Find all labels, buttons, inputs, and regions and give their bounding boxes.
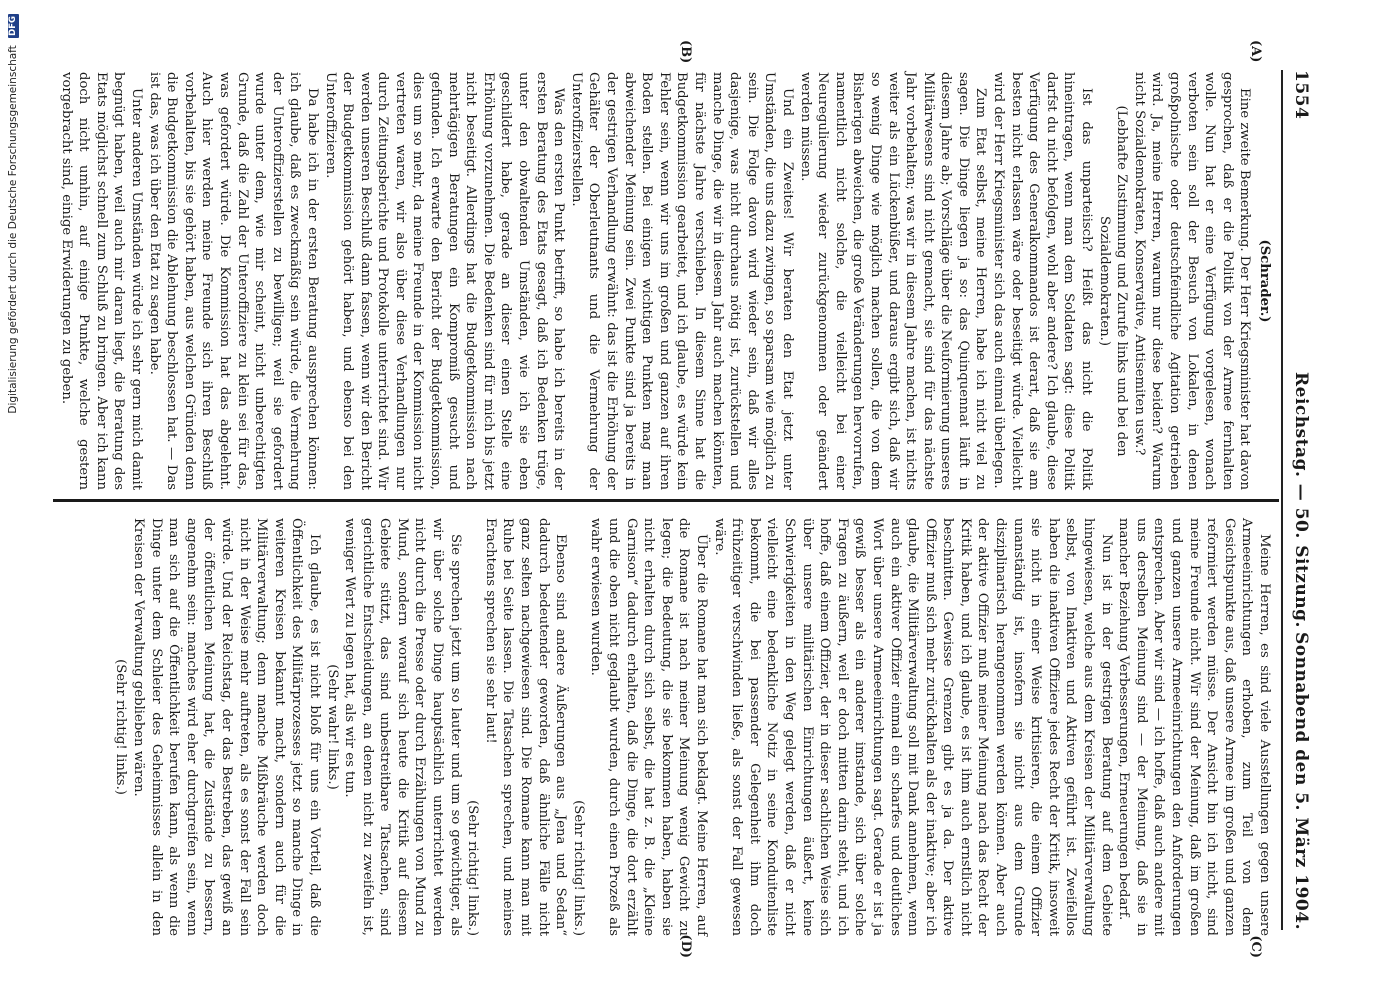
left-column: [57, 72, 1273, 490]
margin-marker-b: (B): [678, 40, 693, 64]
paragraph: Sie sprechen jetzt um so lauter und um so gewichtiger, als wir über solche Dinge hauptsächlich unterrichtet werden nicht durch die Presse oder durch Erzählungen von Mund zu Mund, sondern worauf sich heute die Kritik auf diesem Gebiete stützt, das sind unbestreitbare Tatsachen, sind gerichtliche Entscheidungen, an denen nicht zu zweifeln ist, weniger Wert zu legen hat, als wir es tun.: [342, 518, 463, 936]
paragraph: Da habe ich in der ersten Beratung aussprechen können: ich glaube, daß es zweckmäßig sein würde, die Vermehrung der Unteroffizierstellen zu bewilligen; weil sie gefordert wurde unter dem, wie mir scheint, nicht unberechtigten Grunde, daß die Zahl der Unteroffiziere zu klein sei für das, was gefordert würde. Die Kommission hat das abgelehnt. Auch hier werden meine Freunde sich ihren Beschluß vorbehalten, bis sie gehört haben, aus welchen Gründen denn die Budgetkommission die Ablehnung beschlossen hat. — Das ist das, was ich über den Etat zu sagen habe.: [146, 72, 320, 490]
paragraph: Ebenso sind andere Äußerungen aus „Jena und Sedan“ dadurch bedeutender geworden, daß ähnliche Fälle nicht ganz selten nachgewiesen sind. Die Romane kann man mit Ruhe bei Seite lassen. Die Tatsachen sprechen, und meines Erachtens sprechen sie sehr laut!: [482, 518, 569, 936]
interjection: (Sehr richtig! links.): [465, 800, 481, 936]
column-divider: [53, 499, 1279, 502]
dfg-logo: DFG: [7, 16, 18, 36]
page-header: [1285, 70, 1315, 930]
digitization-credit: [0, 0, 22, 1000]
paragraph: Nun ist in der gestrigen Beratung auf dem Gebiete hingewiesen, welche aus dem Kreisen der Militärverwaltung selbst, von Inaktiven und Aktiven geführt ist. Zweifellos haben die inaktiven Offiziere jedes Recht der Kritik, insoweit sie nicht in einer Weise kritisieren, die einem Offizier unanständig ist, insofern sie nicht aus dem Grunde disziplinarisch herangenommen werden können. Aber auch der aktive Offizier muß meiner Meinung nach das Recht der Kritik haben, und ich glaube, es ist ihm auch ernstlich nicht beschnitten. Gewisse Grenzen gibt es ja da. Der aktive Offizier muß sich mehr zurückhalten als der inaktive; aber ich glaube, die Militärverwaltung soll mit Dank annehmen, wenn auch ein aktiver Offizier einmal ein scharfes und deutliches Wort über unsere Armeeeinrichtungen sagt. Gerade er ist ja gewiß besser als ein anderer imstande, sich über solche Fragen zu äußern, weil er doch mitten darin steht, und ich hoffe, daß einem Offizier, der in dieser sachlichen Weise sich über unsere militärischen Einrichtungen äußert, keine Schwierigkeiten in den Weg gelegt werden, daß er nicht vielleicht eine bedenkliche Notiz in seine Konduitenliste bekommt, die bei passender Gelegenheit ihm doch frühzeitiger verschwinden ließe, als sonst der Fall gewesen wäre.: [711, 518, 1114, 936]
paragraph: Eine zweite Bemerkung. Der Herr Kriegsminister hat davon gesprochen, daß er die Politik von der Armee fernhalten wolle. Nun hat er eine Verfügung vorgelesen, wonach verboten sein soll der Besuch von Lokalen, in denen großpolnische oder deutschfeindliche Agitation getrieben wird. Ja, meine Herren, warum nur diese beiden? Warum nicht Sozialdemokraten, Konservative, Antisemiten usw.?: [1131, 72, 1253, 490]
page-number: 1554: [1291, 70, 1311, 120]
credit-text: Digitalisierung gefördert durch die Deutsche Forschungsgemeinschaft: [7, 45, 19, 414]
interjection: (Sehr wahr! links.): [324, 664, 340, 790]
page-date: Sonnabend den 5. März 1904.: [1291, 632, 1311, 930]
page-title: Reichstag. — 50. Sitzung.: [1291, 372, 1311, 628]
header-rule: [1281, 70, 1283, 930]
interjection: (Sehr richtig! links.): [113, 659, 129, 795]
paragraph: Was den ersten Punkt betrifft, so habe ich bereits in der ersten Beratung des Etats gesagt, daß ich Bedenken trüge, unter den obwaltenden Umständen, wie ich sie eben geschildert habe, gerade an dieser einen Stelle eine Erhöhung vorzunehmen. Die Bedenken sind für mich bis jetzt nicht beseitigt. Allerdings hat die Budgetkommission nach mehrtägigen Beratungen ein Kompromiß gesucht und gefunden. Ich erwarte den Bericht der Budgetkommission, dies um so mehr, da meine Freunde in der Kommission nicht vertreten waren, wir also über diese Verhandlungen nur durch Zeitungsberichte und Protokolle unterrichtet sind. Wir werden unseren Beschluß dann fassen, wenn wir den Bericht der Budgetkommission gehört haben, und ebenso bei den Unteroffizieren.: [322, 72, 567, 490]
right-column: [112, 518, 1273, 936]
credit-strip: [2, 0, 24, 1000]
paragraph: Unter anderen Umständen würde ich sehr gern mich damit begnügt haben, weil auch mir daran liegt, die Beratung des Etats möglichst schnell zum Schluß zu bringen. Aber ich kann doch nicht umhin, auf einige Punkte, welche gestern vorgebracht sind, einige Erwiderungen zu geben.: [58, 72, 144, 490]
margin-marker-d: (D): [678, 934, 693, 958]
paragraph: Ist das unparteiisch? Heißt das nicht die Politik hineintragen, wenn man dem Soldaten sagt: diese Politik darfst du nicht befolgen, wohl aber andere? Ich glaube, diese Verfügung des Generalkommandos ist derart, daß sie am besten nicht erlassen wäre oder beseitigt würde. Vielleicht wird der Herr Kriegsminister sich das auch einmal überlegen.: [991, 72, 1095, 490]
margin-marker-c: (C): [1248, 935, 1263, 958]
paragraph: Meine Herren, es sind viele Ausstellungen gegen unsere Armeeeinrichtungen erhoben, zum Teil von dem Gesichtspunkte aus, daß unsere Armee im großen und ganzen reformiert werden müsse. Der Ansicht bin ich nicht, sind meine Freunde nicht. Wir sind der Meinung, daß im großen und ganzen unsere Armeeeinrichtungen den Anforderungen entsprechen. Aber wir sind — ich hoffe, daß auch andere mit uns derselben Meinung sind — der Meinung, daß sie in mancher Beziehung Verbesserungen, Erneuerungen bedarf.: [1116, 518, 1272, 936]
margin-marker-a: (A): [1248, 40, 1263, 63]
interjection: (Lebhafte Zustimmung und Zurufe links und bei den Sozialdemokraten.): [1096, 105, 1130, 457]
paragraph: Und ein Zweites! Wir beraten den Etat jetzt unter Umständen, die uns dazu zwingen, so sparsam wie möglich zu sein. Die Folge davon wird wieder sein, daß wir alles dasjenige, was nicht durchaus nötig ist, zurückstellen und manche Dinge, die wir in diesem Jahr auch machen könnten, für nächste Jahre verschieben. In diesem Sinne hat die Budgetkommission gearbeitet, und ich glaube, es würde kein Fehler sein, wenn wir uns im großen und ganzen auf ihren Boden stellen. Bei einigen wichtigen Punkten mag man abweichender Meinung sein. Zwei Punkte sind ja bereits in der gestrigen Verhandlung erwähnt: das ist die Erhöhung der Gehälter der Oberleutnants und die Vermehrung der Unteroffizierstellen.: [568, 72, 795, 490]
speaker-name: (Schrader.): [1257, 239, 1272, 323]
paragraph: Zum Etat selbst, meine Herren, habe ich nicht viel zu sagen. Die Dinge liegen ja so: das Quinquennat läuft in diesem Jahre ab; Vorschläge über die Neuformierung unseres Militärwesens sind nicht gemacht, sie sind für das nächste Jahr vorbehalten; was wir in diesem Jahre machen, ist nichts weiter als ein Lückenbüßer, und daraus ergibt sich, daß wir so wenig Dinge wie möglich machen sollen, die von dem Bisherigen abweichen, die große Veränderungen hervorrufen, namentlich nicht solche, die vielleicht bei einer Neuregulierung wieder zurückgenommen oder geändert werden müssen.: [797, 72, 989, 490]
paragraph: Über die Romane hat man sich beklagt. Meine Herren, auf die Romane ist nach meiner Meinung wenig Gewicht zu legen; die Bedeutung, die sie bekommen haben, haben sie nicht erhalten durch sich selbst, die hat z. B. die „Kleine Garnison“ dadurch erhalten, daß die Dinge, die dort erzählt und die oben nicht geglaubt wurden, durch einen Prozeß als wahr erwiesen wurden.: [588, 518, 709, 936]
paragraph: Ich glaube, es ist nicht bloß für uns ein Vorteil, daß die Öffentlichkeit des Militärprozesses jetzt so manche Dinge in weiteren Kreisen bekannt macht, sondern auch für die Militärverwaltung; denn manche Mißbräuche werden doch nicht in der Weise mehr auftreten, als es sonst der Fall sein würde. Und der Reichstag, der das Bestreben, das gewiß an der öffentlichen Meinung hat, die Zustände zu bessern, angenehm sein: manches wird eher durchgreifen sein, wenn man sich auf die Öffentlichkeit berufen kann, als wenn die Dinge unter dem Schleier des Geheimnisses allein in den Kreisen der Verwaltung geblieben wären.: [131, 518, 322, 936]
interjection: (Sehr richtig! links.): [570, 800, 586, 936]
